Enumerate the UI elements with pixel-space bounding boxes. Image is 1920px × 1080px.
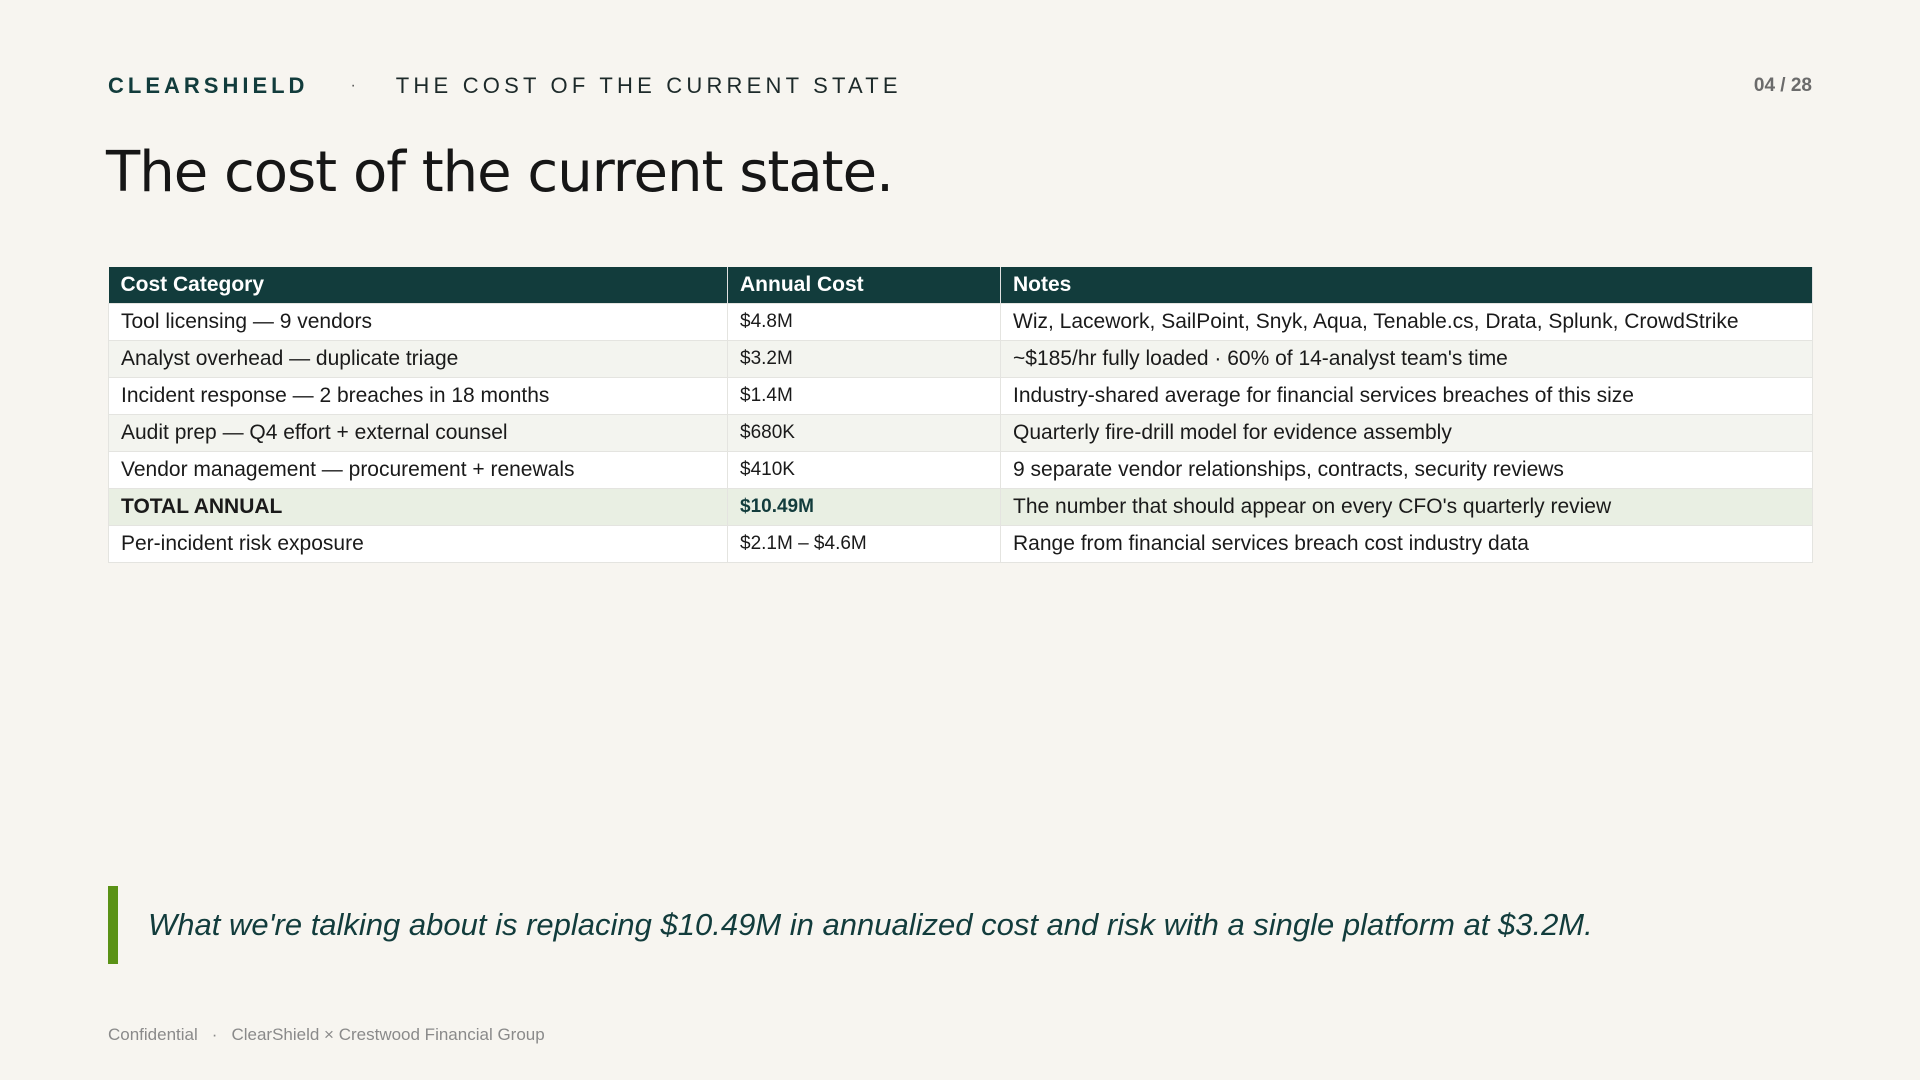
cost-category-cell: Audit prep — Q4 effort + external counsel (109, 415, 728, 452)
header-separator: · (350, 77, 356, 94)
column-header-notes: Notes (1001, 267, 1813, 304)
quote-accent-bar (108, 886, 118, 964)
page-number: 04 / 28 (1753, 75, 1812, 96)
section-label: THE COST OF THE CURRENT STATE (395, 73, 902, 98)
footer-client-label: ClearShield × Crestwood Financial Group (231, 1025, 545, 1044)
table-row (109, 526, 1813, 563)
table-row (109, 378, 1813, 415)
annual-cost-cell: $2.1M – $4.6M (728, 526, 1001, 563)
notes-cell: Range from financial services breach cost industry data (1001, 526, 1813, 563)
table-header-row (109, 267, 1813, 304)
column-header-category: Cost Category (109, 267, 728, 304)
slide-footer (108, 1025, 545, 1045)
total-label-cell: TOTAL ANNUAL (109, 489, 728, 526)
confidential-label: Confidential (108, 1025, 198, 1044)
cost-category-cell: Incident response — 2 breaches in 18 months (109, 378, 728, 415)
total-cost-cell: $10.49M (728, 489, 1001, 526)
quote-text: What we're talking about is replacing $10.49M in annualized cost and risk with a single platform at $3.2M. (148, 907, 1593, 942)
annual-cost-cell: $3.2M (728, 341, 1001, 378)
cost-category-cell: Per-incident risk exposure (109, 526, 728, 563)
cost-category-cell: Tool licensing — 9 vendors (109, 304, 728, 341)
column-header-cost: Annual Cost (728, 267, 1001, 304)
notes-cell: The number that should appear on every CFO's quarterly review (1001, 489, 1813, 526)
table-row (109, 415, 1813, 452)
annual-cost-cell: $1.4M (728, 378, 1001, 415)
notes-cell: Wiz, Lacework, SailPoint, Snyk, Aqua, Tenable.cs, Drata, Splunk, CrowdStrike (1001, 304, 1813, 341)
total-row (109, 489, 1813, 526)
annual-cost-cell: $680K (728, 415, 1001, 452)
notes-cell: 9 separate vendor relationships, contracts, security reviews (1001, 452, 1813, 489)
cost-category-cell: Analyst overhead — duplicate triage (109, 341, 728, 378)
pull-quote (108, 886, 1812, 964)
slide-header (108, 72, 1812, 100)
notes-cell: Quarterly fire-drill model for evidence assembly (1001, 415, 1813, 452)
brand-name: CLEARSHIELD (108, 73, 309, 98)
table-row (109, 304, 1813, 341)
annual-cost-cell: $410K (728, 452, 1001, 489)
annual-cost-cell: $4.8M (728, 304, 1001, 341)
cost-table (108, 267, 1813, 563)
table-row (109, 452, 1813, 489)
slide-title: The cost of the current state. (106, 140, 893, 205)
footer-separator: · (211, 1025, 218, 1044)
cost-category-cell: Vendor management — procurement + renewals (109, 452, 728, 489)
table-row (109, 341, 1813, 378)
notes-cell: ~$185/hr fully loaded · 60% of 14-analyst team's time (1001, 341, 1813, 378)
notes-cell: Industry-shared average for financial services breaches of this size (1001, 378, 1813, 415)
